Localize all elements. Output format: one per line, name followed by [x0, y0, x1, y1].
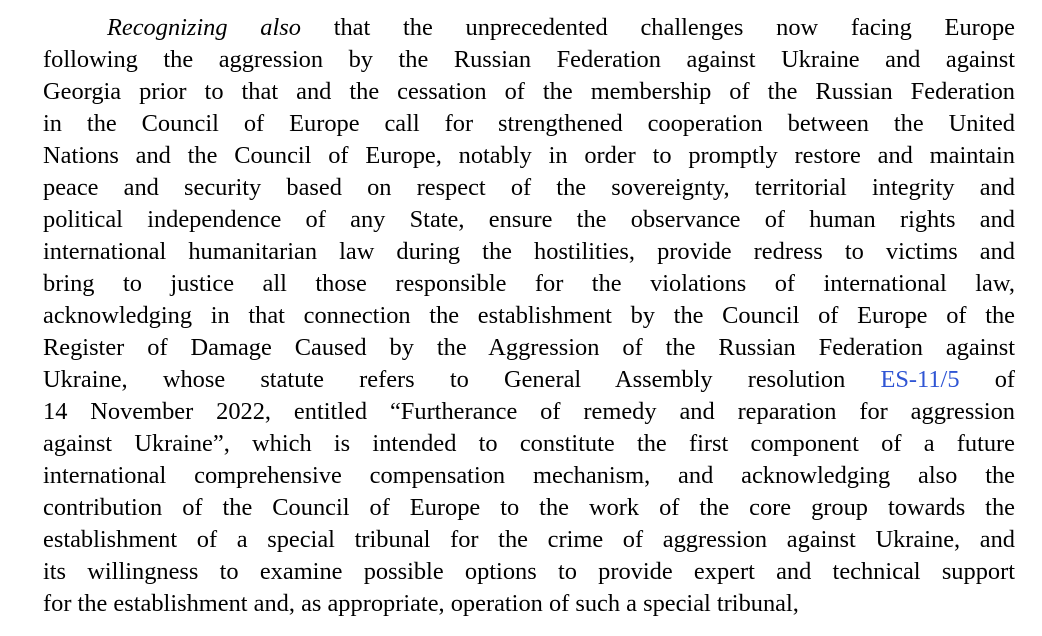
paragraph-line-3: Georgia prior to that and the cessation of the membership of the Russian Federation	[43, 78, 1015, 105]
paragraph-line-13: 14 November 2022, entitled “Furtherance of remedy and reparation for aggression	[43, 398, 1015, 425]
paragraph-line-1	[43, 12, 1015, 44]
paragraph-line-9: bring to justice all those responsible for the violations of international law,	[43, 270, 1015, 297]
line-12-text-before: Ukraine, whose statute refers to General Assembly resolution	[43, 366, 881, 393]
paragraph-line-5: Nations and the Council of Europe, notably in order to promptly restore and maintain	[43, 142, 1015, 169]
paragraph-line-11: Register of Damage Caused by the Aggression of the Russian Federation against	[43, 334, 1015, 361]
paragraph-line-7: political independence of any State, ensure the observance of human rights and	[43, 206, 1015, 233]
paragraph-line-4: in the Council of Europe call for strengthened cooperation between the United	[43, 110, 1015, 137]
resolution-es-11-5-link[interactable]: ES-11/5	[880, 366, 960, 393]
paragraph-line-17: establishment of a special tribunal for the crime of aggression against Ukraine, and	[43, 526, 1015, 553]
line-12-text-after: of	[959, 366, 1016, 393]
paragraph-line-8: international humanitarian law during the hostilities, provide redress to victims and	[43, 238, 1015, 265]
paragraph-line-18: its willingness to examine possible options to provide expert and technical support	[43, 558, 1015, 585]
paragraph-line-12	[43, 364, 1015, 396]
resolution-paragraph	[43, 12, 1015, 620]
emphasized-phrase: Recognizing also	[107, 14, 301, 41]
paragraph-line-2: following the aggression by the Russian Federation against Ukraine and against	[43, 46, 1015, 73]
paragraph-line-6: peace and security based on respect of the sovereignty, territorial integrity and	[43, 174, 1015, 201]
paragraph-line-19: for the establishment and, as appropriate, operation of such a special tribunal,	[43, 590, 799, 617]
paragraph-line-16: contribution of the Council of Europe to the work of the core group towards the	[43, 494, 1015, 521]
paragraph-line-15: international comprehensive compensation mechanism, and acknowledging also the	[43, 462, 1015, 489]
paragraph-line-10: acknowledging in that connection the establishment by the Council of Europe of the	[43, 302, 1015, 329]
line-1-text: that the unprecedented challenges now facing Europe	[300, 14, 1015, 41]
paragraph-line-14: against Ukraine”, which is intended to constitute the first component of a future	[43, 430, 1015, 457]
